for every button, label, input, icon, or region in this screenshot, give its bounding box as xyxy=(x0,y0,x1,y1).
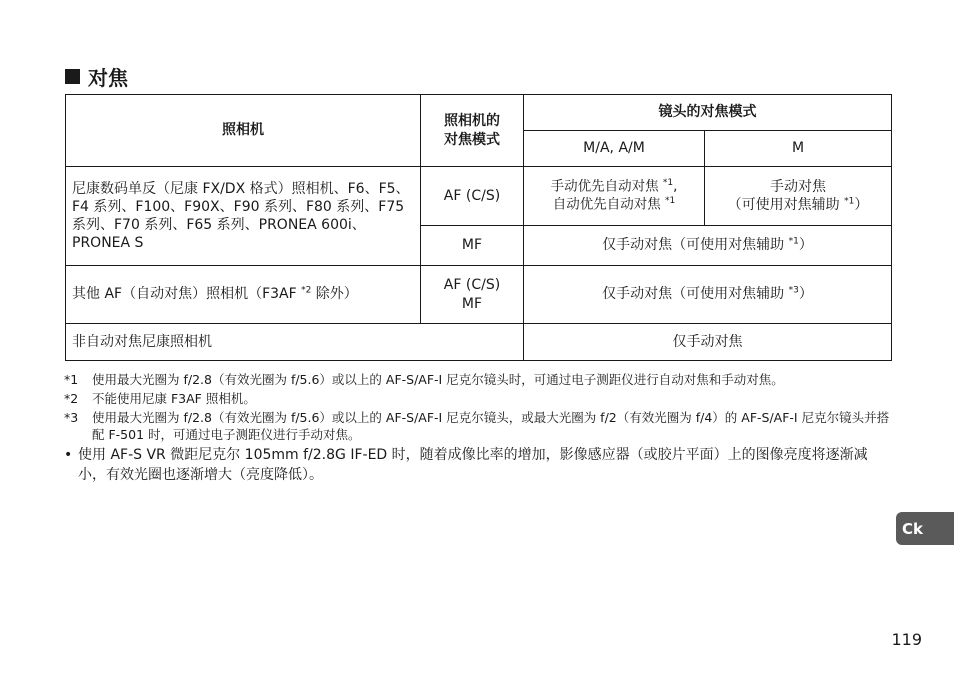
cell-mf-value: 仅手动对焦（可使用对焦辅助 $^{*1}$） xyxy=(524,226,892,266)
square-bullet-icon xyxy=(65,69,80,84)
header-camera-focus-mode: 照相机的 对焦模式 xyxy=(421,95,524,167)
footnote-text: 不能使用尼康 F3AF 照相机。 xyxy=(92,391,256,406)
cell-nikon-dslr-cameras: 尼康数码单反（尼康 FX/DX 格式）照相机、F6、F5、F4 系列、F100、F90X、F90 系列、F80 系列、F75 系列、F70 系列、F65 系列、PRONEA 600i、PRONEA S xyxy=(66,167,421,266)
header-lens-focus-mode: 镜头的对焦模式 xyxy=(524,95,892,131)
footnote-mark: *2 xyxy=(64,391,79,406)
header-m: M xyxy=(705,131,892,167)
cell-af-mode: AF (C/S) xyxy=(421,167,524,226)
cell-af-m-value: 手动对焦 （可使用对焦辅助 $^{*1}$） xyxy=(705,167,892,226)
cell-other-af-cameras: 其他 AF（自动对焦）照相机（F3AF $^{*2}$ 除外） xyxy=(66,266,421,324)
cell-non-af-cameras: 非自动对焦尼康照相机 xyxy=(66,324,524,361)
header-camera: 照相机 xyxy=(66,95,421,167)
cell-other-af-value: 仅手动对焦（可使用对焦辅助 $^{*3}$） xyxy=(524,266,892,324)
cell-non-af-value: 仅手动对焦 xyxy=(524,324,892,361)
footnote-mark: *1 xyxy=(64,372,79,387)
table-row xyxy=(66,324,892,361)
focus-compatibility-table xyxy=(65,94,892,361)
footnote-1 xyxy=(64,371,890,388)
table-header-row xyxy=(66,95,892,131)
bullet-icon: • xyxy=(64,447,73,463)
table-row xyxy=(66,167,892,226)
cell-mf-mode: MF xyxy=(421,226,524,266)
footnote-mark: *3 xyxy=(64,410,79,425)
bullet-note xyxy=(64,445,890,485)
header-ma-am: M/A, A/M xyxy=(524,131,705,167)
footnote-text: 使用最大光圈为 f/2.8（有效光圈为 f/5.6）或以上的 AF-S/AF-I 尼克尔镜头时，可通过电子测距仪进行自动对焦和手动对焦。 xyxy=(92,372,784,387)
table-row xyxy=(66,266,892,324)
footnote-text: 使用最大光圈为 f/2.8（有效光圈为 f/5.6）或以上的 AF-S/AF-I 尼克尔镜头，或最大光圈为 f/2（有效光圈为 f/4）的 AF-S/AF-I 尼克尔镜头并搭配 F-501 时，可通过电子测距仪进行手动对焦。 xyxy=(92,410,890,442)
footnote-3 xyxy=(64,409,890,443)
bullet-note-text: 使用 AF-S VR 微距尼克尔 105mm f/2.8G IF-ED 时，随着成像比率的增加，影像感应器（或胶片平面）上的图像亮度将逐渐减小，有效光圈也逐渐增大（亮度降低）。 xyxy=(78,447,868,483)
cell-af-ma-am-value: 手动优先自动对焦 $^{*1}$, 自动优先自动对焦 $^{*1}$ xyxy=(524,167,705,226)
section-title: 对焦 xyxy=(88,66,128,90)
language-tab: Ck xyxy=(896,512,954,545)
cell-other-af-modes: AF (C/S) MF xyxy=(421,266,524,324)
footnote-2 xyxy=(64,390,890,407)
section-heading xyxy=(65,62,128,91)
footnotes xyxy=(64,371,890,487)
page-number: 119 xyxy=(891,630,922,649)
